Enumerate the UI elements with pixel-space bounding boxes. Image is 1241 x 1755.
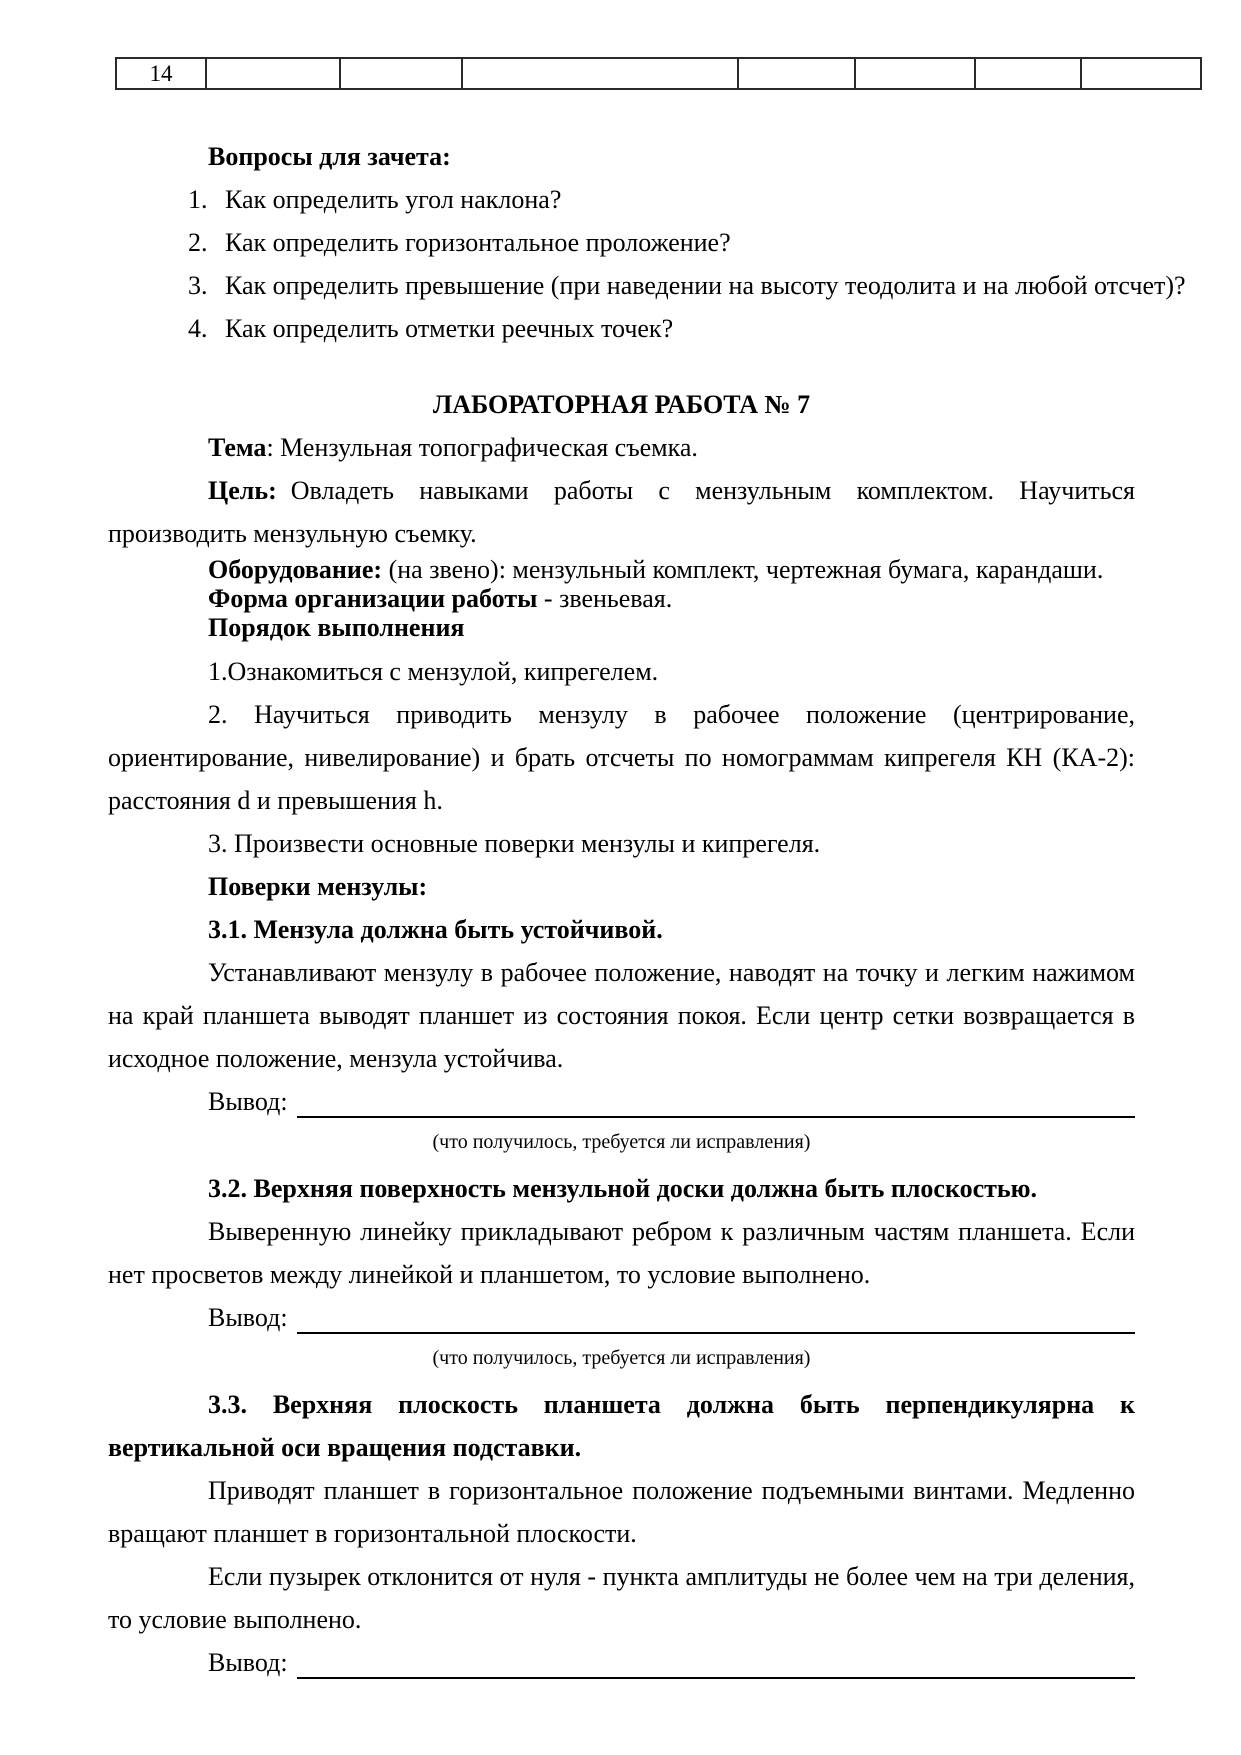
question-item (108, 307, 1135, 350)
conclusion-row (108, 1080, 1135, 1123)
section-body: Если пузырек отклонится от нуля - пункта амплитуды не более чем на три деления, то условие выполнено. (108, 1562, 1135, 1634)
question-text: Как определить превышение (при наведении на высоту теодолита и на любой отсчет)? (225, 271, 1186, 300)
question-item (108, 264, 1186, 307)
table-cell-page-number: 14 (116, 58, 206, 89)
section-title-3-2: 3.2. Верхняя поверхность мензульной доски должна быть плоскостью. (208, 1174, 1038, 1203)
table-row (116, 58, 1201, 89)
form-text: - звеньевая. (537, 584, 673, 613)
goal-label: Цель: (208, 476, 277, 505)
goal-paragraph (108, 469, 1135, 555)
tema-label: Тема (208, 433, 267, 462)
conclusion-blank-line[interactable] (297, 1641, 1135, 1679)
form-paragraph (108, 584, 1135, 613)
section-body: Устанавливают мензулу в рабочее положение, наводят на точку и легким нажимом на край планшета выводят планшет из состояния покоя. Если центр сетки возвращается в исходное положение, мензула устойчива. (108, 958, 1135, 1073)
section-title-3-3: 3.3. Верхняя плоскость планшета должна быть перпендикулярна к вертикальной оси вращения подставки. (108, 1390, 1135, 1462)
form-label: Форма организации работы (208, 584, 538, 613)
question-number: 2. (188, 228, 208, 257)
question-text: Как определить горизонтальное проложение? (225, 228, 731, 257)
conclusion-caption: (что получилось, требуется ли исправления) (432, 1131, 811, 1153)
question-number: 1. (188, 185, 208, 214)
continuation-table (115, 57, 1202, 90)
question-text: Как определить отметки реечных точек? (225, 314, 674, 343)
equipment-paragraph (108, 555, 1135, 584)
table-cell[interactable] (975, 58, 1081, 89)
section-body: Выверенную линейку прикладывают ребром к различным частям планшета. Если нет просветов между линейкой и планшетом, то условие выполнено. (108, 1217, 1135, 1289)
equipment-text: (на звено): мензульный комплект, чертежная бумага, карандаши. (382, 555, 1104, 584)
question-number: 3. (188, 271, 208, 300)
question-item (108, 178, 1135, 221)
table-cell[interactable] (855, 58, 975, 89)
conclusion-label: Вывод: (208, 1303, 288, 1332)
questions-heading: Вопросы для зачета: (208, 142, 451, 171)
conclusion-label: Вывод: (208, 1087, 288, 1116)
conclusion-row (108, 1296, 1135, 1339)
table-cell[interactable] (206, 58, 340, 89)
step-paragraph: 2. Научиться приводить мензулу в рабочее положение (центрирование, ориентирование, нивелирование) и брать отсчеты по номограммам кипрегеля КН (КА-2): расстояния d и превышения h. (108, 700, 1135, 815)
step-paragraph: 3. Произвести основные поверки мензулы и кипрегеля. (208, 829, 821, 858)
table-cell[interactable] (462, 58, 738, 89)
section-body: Приводят планшет в горизонтальное положение подъемными винтами. Медленно вращают планшет в горизонтальной плоскости. (108, 1476, 1135, 1548)
info-block (108, 555, 1135, 642)
conclusion-blank-line[interactable] (297, 1080, 1135, 1118)
question-item (108, 221, 1135, 264)
conclusion-blank-line[interactable] (297, 1296, 1135, 1334)
conclusion-caption: (что получилось, требуется ли исправления) (432, 1347, 811, 1369)
conclusion-row (108, 1641, 1135, 1684)
section-title-3-1: 3.1. Мензула должна быть устойчивой. (208, 915, 663, 944)
order-heading: Порядок выполнения (208, 613, 465, 642)
table-cell[interactable] (1081, 58, 1201, 89)
table-cell[interactable] (340, 58, 462, 89)
question-text: Как определить угол наклона? (225, 185, 562, 214)
table-cell[interactable] (738, 58, 855, 89)
goal-text: Овладеть навыками работы с мензульным комплектом. Научиться производить мензульную съемку. (108, 476, 1135, 548)
conclusion-label: Вывод: (208, 1648, 288, 1677)
equipment-label: Оборудование: (208, 555, 383, 584)
lab-work-title: ЛАБОРАТОРНАЯ РАБОТА № 7 (432, 390, 811, 419)
tema-paragraph (108, 426, 1135, 469)
checks-heading: Поверки мензулы: (208, 872, 428, 901)
tema-text: : Мензульная топографическая съемка. (266, 433, 698, 462)
question-number: 4. (188, 314, 208, 343)
step-paragraph: 1.Ознакомиться с мензулой, кипрегелем. (208, 657, 659, 686)
